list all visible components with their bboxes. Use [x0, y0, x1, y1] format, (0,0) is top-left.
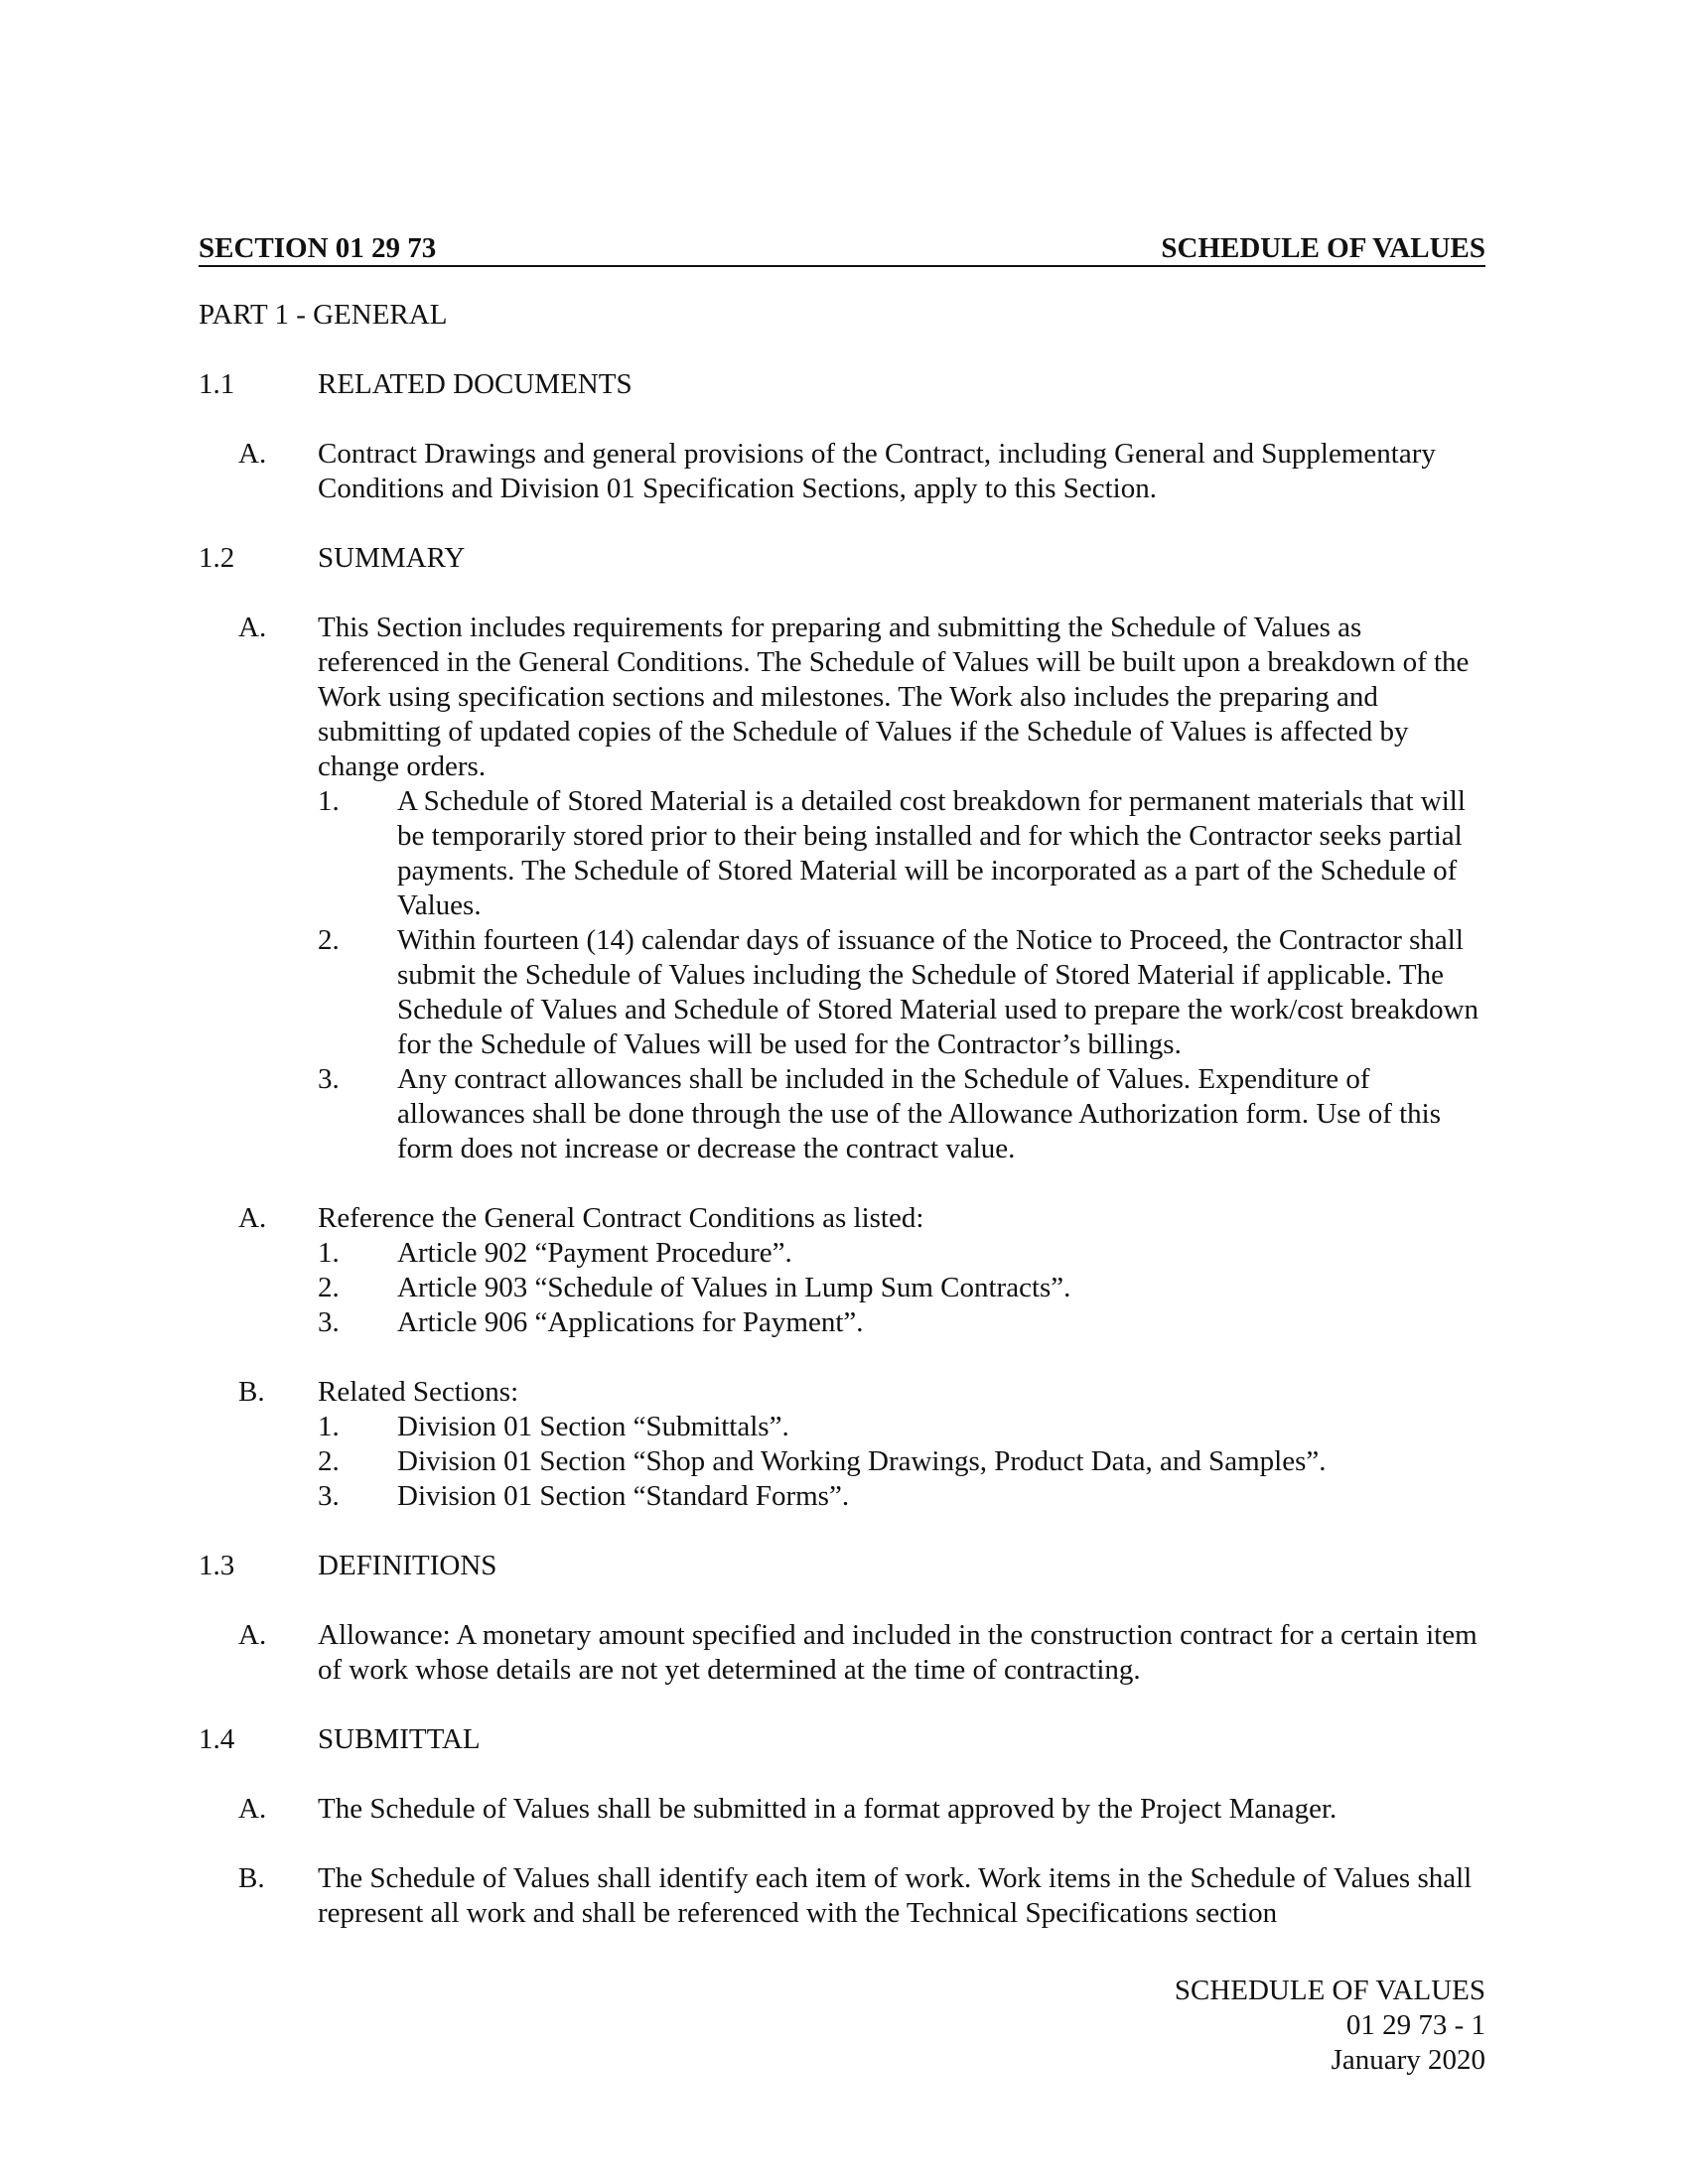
paragraph-label: A. — [238, 1202, 267, 1234]
footer-date: January 2020 — [1331, 2044, 1485, 2076]
list-item-number: 3. — [318, 1306, 340, 1338]
list-item-text: A Schedule of Stored Material is a detailed cost breakdown for permanent materials that will be temporarily stored prior to their being installed and for which the Contractor seeks partial payments. The Schedule of Stored Material will be incorporated as a part of the Schedule of Values. — [397, 785, 1466, 921]
paragraph-label: A. — [238, 438, 267, 470]
article-heading — [199, 1549, 1489, 1583]
paragraph-text: Related Sections: — [318, 1376, 519, 1408]
list-item — [318, 923, 1489, 1062]
paragraph-text: This Section includes requirements for preparing and submitting the Schedule of Values as referenced in the General Conditions. The Schedule of Values will be built upon a breakdown of the Work using specification sections and milestones. The Work also includes the preparing and submitting of updated copies of the Schedule of Values if the Schedule of Values is affected by change orders. — [318, 612, 1470, 782]
list-item-text: Article 903 “Schedule of Values in Lump Sum Contracts”. — [397, 1272, 1071, 1303]
paragraph-text: Reference the General Contract Conditions as listed: — [318, 1202, 924, 1234]
document-body — [199, 298, 1489, 1966]
footer-page-number: 01 29 73 - 1 — [1345, 2009, 1485, 2041]
paragraph-label: A. — [238, 612, 267, 643]
list-item-text: Article 906 “Applications for Payment”. — [397, 1306, 864, 1338]
paragraph — [199, 611, 1489, 1166]
list-item-text: Any contract allowances shall be included in the Schedule of Values. Expenditure of allowances shall be done through the use of the Allowance Authorization form. Use of this form does not increase or decrease the contract value. — [397, 1063, 1441, 1164]
list-item — [318, 1062, 1489, 1166]
section-number: SECTION 01 29 73 — [199, 232, 437, 264]
list-item-text: Division 01 Section “Shop and Working Drawings, Product Data, and Samples”. — [397, 1445, 1327, 1477]
article-title: SUBMITTAL — [318, 1723, 481, 1755]
paragraph-label: A. — [238, 1793, 267, 1825]
list-item-number: 1. — [318, 785, 340, 817]
list-item-number: 2. — [318, 924, 340, 956]
section-title: SCHEDULE OF VALUES — [1161, 232, 1485, 264]
list-item-text: Division 01 Section “Standard Forms”. — [397, 1480, 850, 1512]
article-title: DEFINITIONS — [318, 1550, 497, 1581]
list-item-text: Division 01 Section “Submittals”. — [397, 1411, 789, 1442]
article-number: 1.2 — [199, 542, 235, 574]
list-item-number: 1. — [318, 1237, 340, 1269]
article-number: 1.1 — [199, 368, 235, 400]
list-item-text: Article 902 “Payment Procedure”. — [397, 1237, 792, 1269]
list-item-number: 3. — [318, 1480, 340, 1512]
list-item — [318, 1305, 1489, 1340]
list-item — [318, 1444, 1489, 1479]
article-number: 1.3 — [199, 1550, 235, 1581]
paragraph — [199, 1375, 1489, 1514]
article-heading — [199, 541, 1489, 576]
list-item — [318, 1236, 1489, 1271]
list-item — [318, 784, 1489, 923]
paragraph — [199, 1201, 1489, 1340]
paragraph-text: Contract Drawings and general provisions of the Contract, including General and Supplementary Conditions and Division 01 Specification Sections, apply to this Section. — [318, 438, 1436, 504]
paragraph-label: B. — [238, 1376, 265, 1408]
list-item — [318, 1410, 1489, 1444]
paragraph-label: A. — [238, 1619, 267, 1651]
paragraph-label: B. — [238, 1862, 265, 1894]
article-number: 1.4 — [199, 1723, 235, 1755]
footer-title: SCHEDULE OF VALUES — [1174, 1975, 1485, 2006]
paragraph-text: The Schedule of Values shall identify each item of work. Work items in the Schedule of Values shall represent all work and shall be referenced with the Technical Specifications section — [318, 1862, 1473, 1929]
section-header — [199, 231, 1485, 267]
paragraph — [199, 437, 1489, 506]
list-item-text: Within fourteen (14) calendar days of issuance of the Notice to Proceed, the Contractor shall submit the Schedule of Values including the Schedule of Stored Material if applicable. The Schedule of Values and Schedule of Stored Material used to prepare the work/cost breakdown for the Schedule of Values will be used for the Contractor’s billings. — [397, 924, 1479, 1060]
article-heading — [199, 367, 1489, 402]
article-heading — [199, 1722, 1489, 1757]
paragraph — [199, 1792, 1489, 1827]
list-item-number: 2. — [318, 1272, 340, 1303]
paragraph-text: Allowance: A monetary amount specified and included in the construction contract for a certain item of work whose details are not yet determined at the time of contracting. — [318, 1619, 1477, 1686]
page-footer — [1175, 1974, 1485, 2078]
paragraph-text: The Schedule of Values shall be submitted in a format approved by the Project Manager. — [318, 1793, 1337, 1825]
part-heading: PART 1 - GENERAL — [199, 299, 448, 331]
paragraph — [199, 1618, 1489, 1688]
list-item-number: 1. — [318, 1411, 340, 1442]
article-title: SUMMARY — [318, 542, 466, 574]
list-item — [318, 1271, 1489, 1305]
list-item-number: 2. — [318, 1445, 340, 1477]
list-item-number: 3. — [318, 1063, 340, 1095]
list-item — [318, 1479, 1489, 1514]
article-title: RELATED DOCUMENTS — [318, 368, 633, 400]
paragraph — [199, 1861, 1489, 1931]
